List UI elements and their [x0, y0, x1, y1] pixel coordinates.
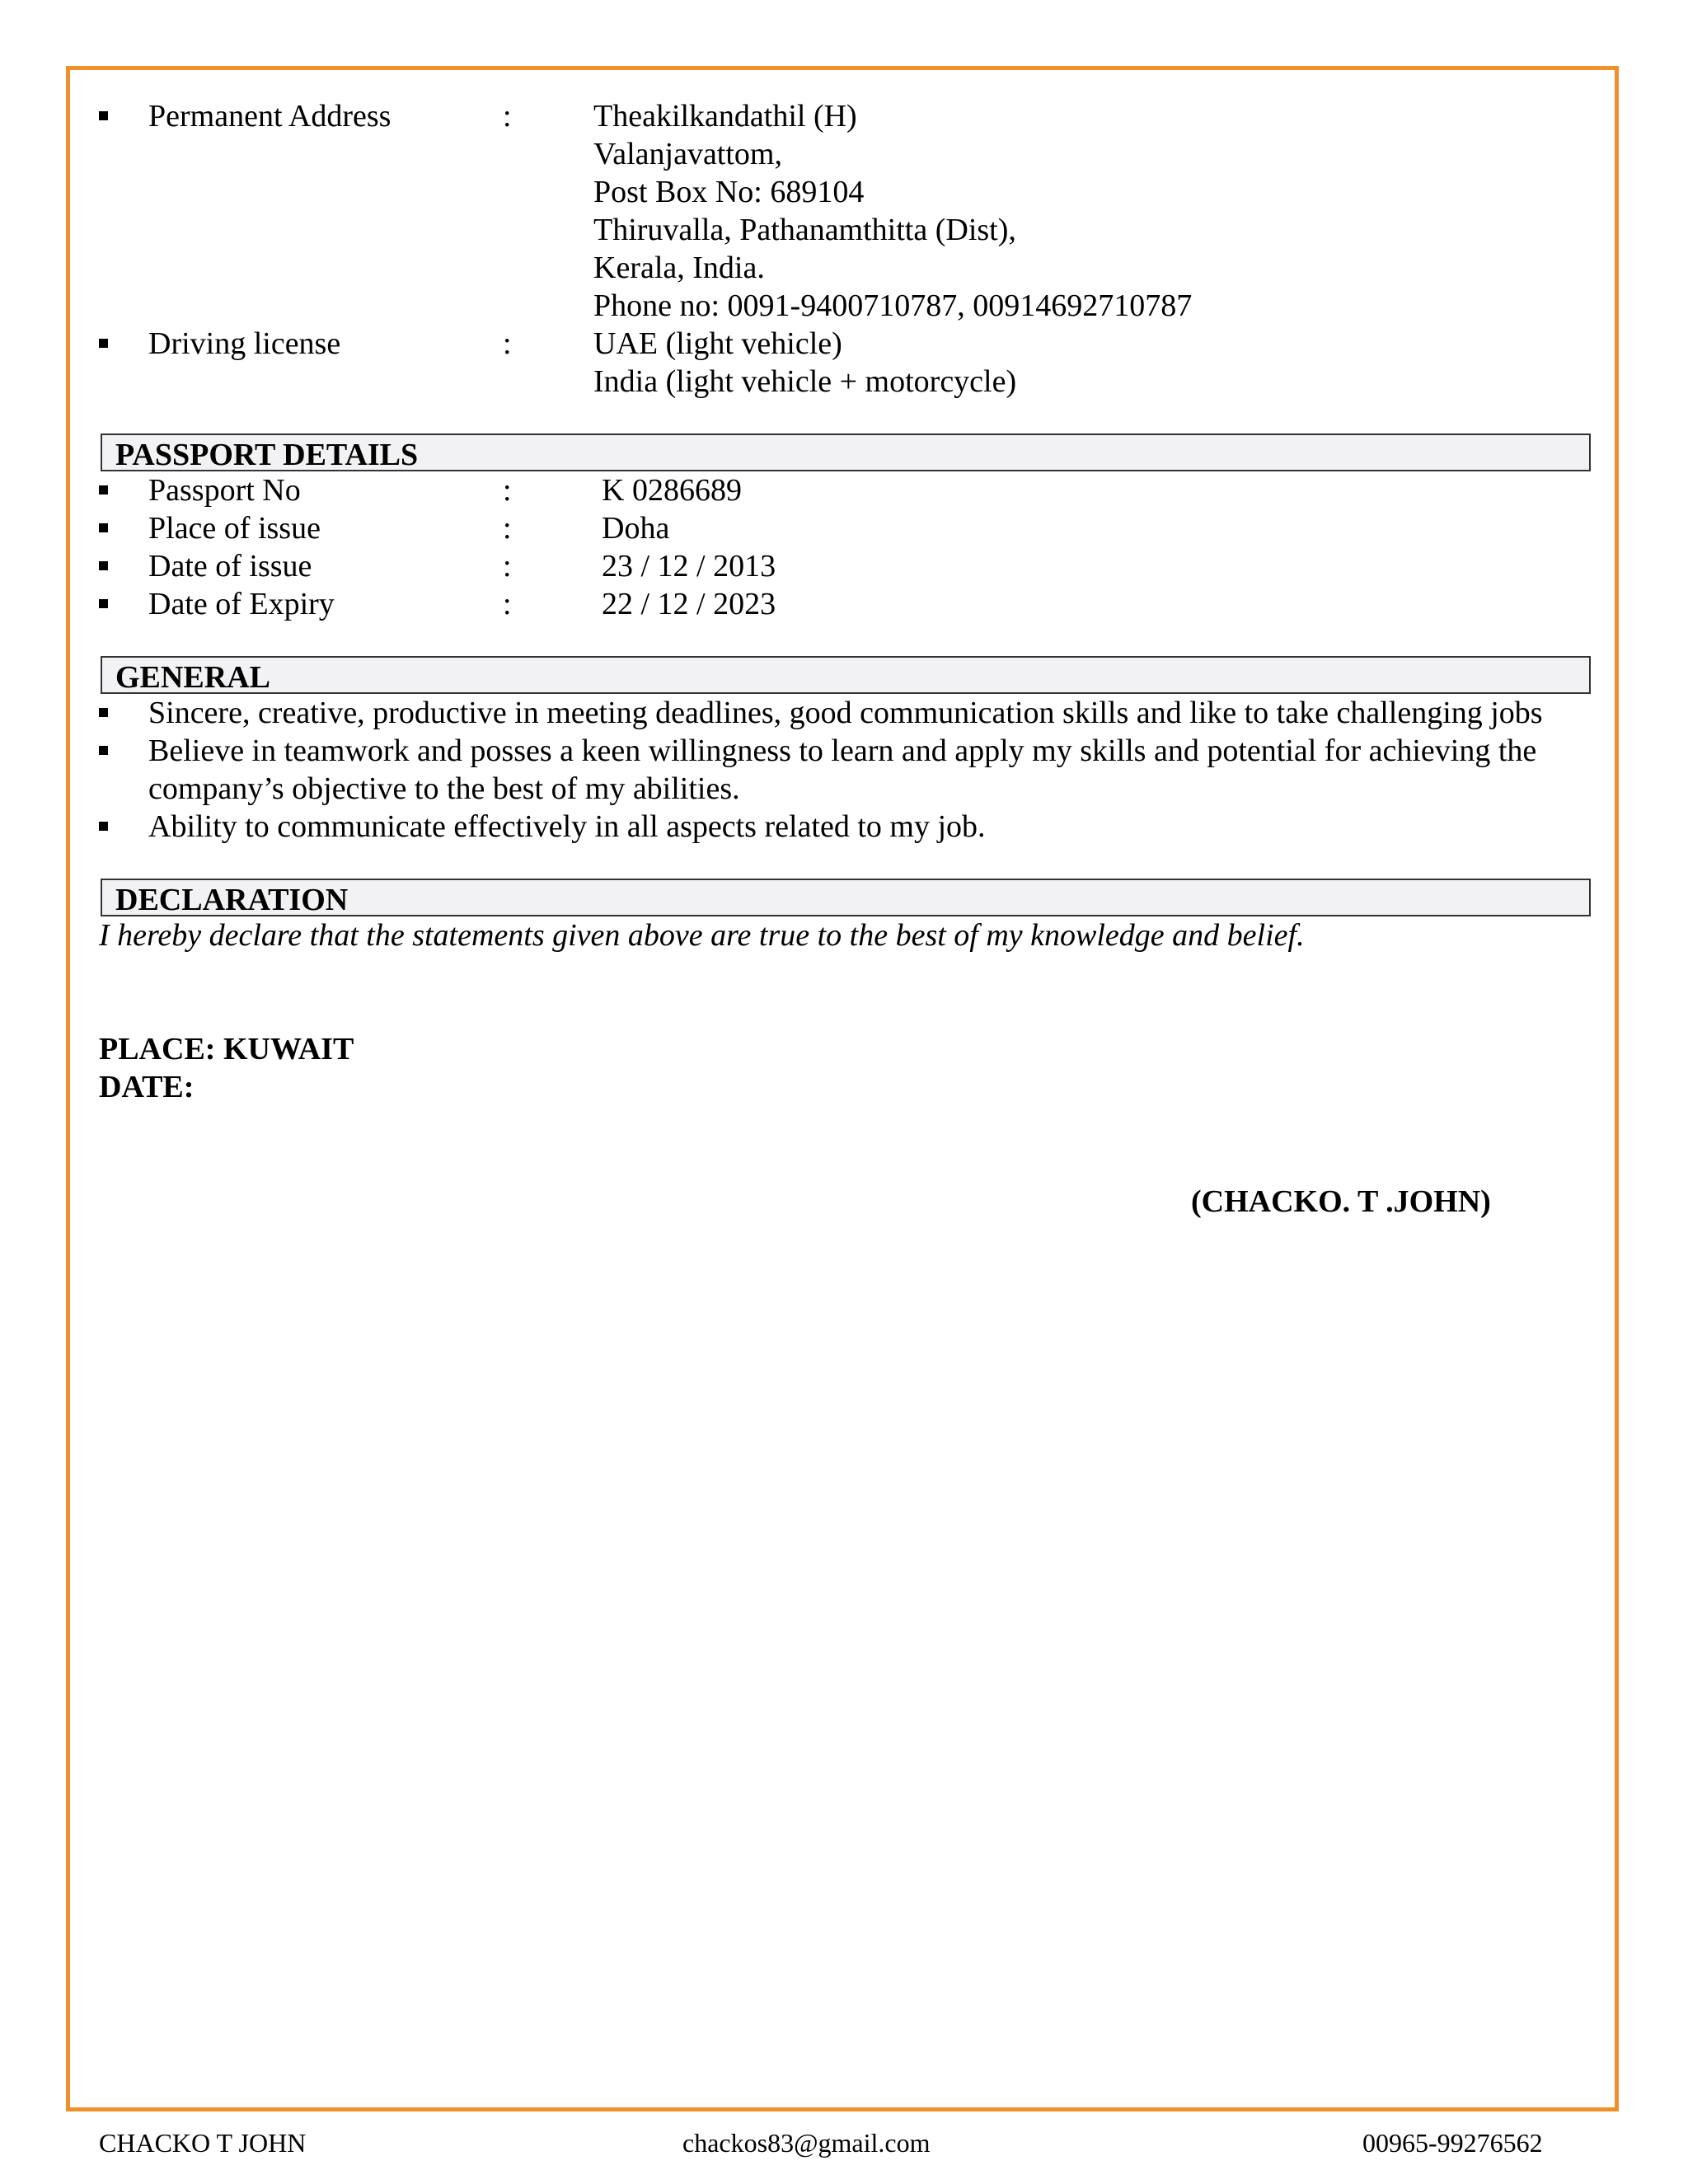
date-line: DATE: — [99, 1070, 195, 1104]
passport-row — [99, 547, 1592, 585]
bullet-icon — [99, 325, 148, 348]
general-header: GENERAL — [101, 656, 1591, 694]
signature-name: (CHACKO. T .JOHN) — [1191, 1184, 1491, 1219]
bullet-icon — [99, 97, 148, 120]
passport-details-header: PASSPORT DETAILS — [101, 434, 1591, 471]
bullet-icon — [99, 585, 148, 608]
passport-label: Date of Expiry — [148, 587, 335, 621]
address-line: Theakilkandathil (H) — [593, 99, 857, 134]
footer-email[interactable]: chackos83@gmail.com — [682, 2128, 931, 2158]
passport-label: Passport No — [148, 473, 301, 508]
permanent-address-row — [99, 97, 1592, 325]
address-line: Post Box No: 689104 — [593, 175, 865, 209]
passport-value: 22 / 12 / 2023 — [602, 587, 776, 621]
bullet-icon — [99, 547, 148, 570]
driving-license-row — [99, 325, 1592, 401]
resume-content — [99, 97, 1592, 1106]
permanent-address-value — [593, 97, 1592, 325]
bullet-icon — [99, 694, 148, 717]
colon: : — [503, 99, 512, 134]
general-item — [99, 732, 1592, 808]
driving-license-value — [593, 325, 1592, 401]
colon: : — [503, 587, 512, 621]
bullet-icon — [99, 732, 148, 755]
bullet-icon — [99, 808, 148, 831]
passport-label: Place of issue — [148, 511, 321, 546]
footer-phone: 00965-99276562 — [1362, 2128, 1543, 2158]
permanent-address-label: Permanent Address — [148, 99, 392, 134]
colon: : — [503, 473, 512, 508]
footer-name: CHACKO T JOHN — [99, 2128, 307, 2158]
declaration-header: DECLARATION — [101, 879, 1591, 916]
license-line: India (light vehicle + motorcycle) — [593, 364, 1017, 399]
colon: : — [503, 511, 512, 546]
colon: : — [503, 549, 512, 583]
address-line: Valanjavattom, — [593, 137, 782, 171]
place-line: PLACE: KUWAIT — [99, 1032, 354, 1066]
passport-value: Doha — [602, 511, 670, 546]
address-phone-line: Phone no: 0091-9400710787, 00914692710787 — [593, 288, 1193, 323]
declaration-text: I hereby declare that the statements given above are true to the best of my knowledge and belief. — [99, 918, 1305, 953]
passport-label: Date of issue — [148, 549, 312, 583]
license-line: UAE (light vehicle) — [593, 326, 842, 361]
passport-row — [99, 585, 1592, 623]
address-line: Kerala, India. — [593, 251, 765, 285]
driving-license-label: Driving license — [148, 326, 341, 361]
general-item-text: Believe in teamwork and posses a keen willingness to learn and apply my skills and potential for achieving the company’s objective to the best of my abilities. — [148, 733, 1537, 806]
passport-value: 23 / 12 / 2013 — [602, 549, 776, 583]
bullet-icon — [99, 471, 148, 494]
general-item — [99, 808, 1592, 846]
bullet-icon — [99, 509, 148, 532]
colon: : — [503, 326, 512, 361]
general-item-text: Sincere, creative, productive in meeting deadlines, good communication skills and like to take challenging jobs — [148, 696, 1543, 730]
passport-row — [99, 509, 1592, 547]
general-item — [99, 694, 1592, 732]
general-item-text: Ability to communicate effectively in all aspects related to my job. — [148, 809, 986, 844]
passport-value: K 0286689 — [602, 473, 742, 508]
address-line: Thiruvalla, Pathanamthitta (Dist), — [593, 213, 1016, 247]
passport-row — [99, 471, 1592, 509]
